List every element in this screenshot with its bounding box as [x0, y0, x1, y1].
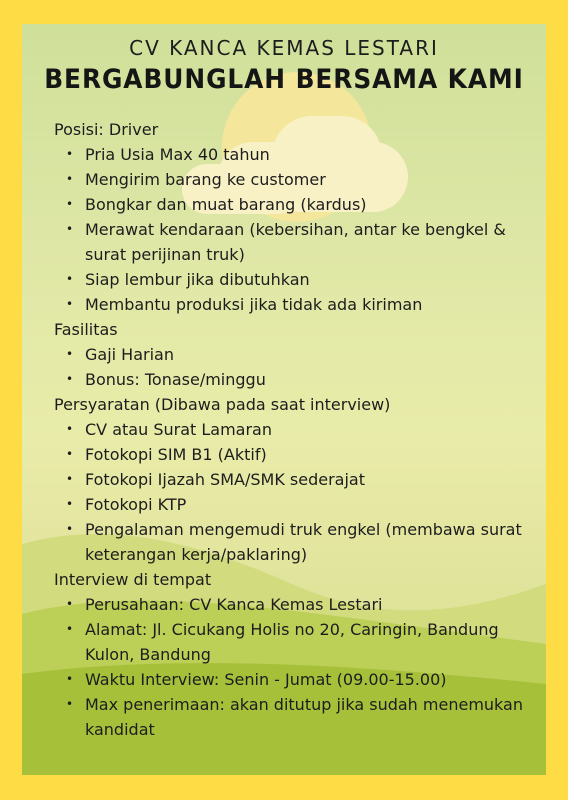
- list-item: • Pengalaman mengemudi truk engkel (membawa surat keterangan kerja/paklaring): [54, 517, 534, 567]
- section-interview: [54, 567, 534, 742]
- interview-list: [54, 592, 534, 742]
- section-title: Fasilitas: [54, 320, 118, 339]
- poster-panel: [22, 24, 546, 775]
- position-list: [54, 142, 534, 317]
- poster-content: [22, 24, 546, 775]
- section-facilities: [54, 317, 534, 392]
- section-title: Persyaratan (Dibawa pada saat interview): [54, 395, 391, 414]
- list-item: • Bonus: Tonase/minggu: [54, 367, 534, 392]
- list-item: • Perusahaan: CV Kanca Kemas Lestari: [54, 592, 534, 617]
- section-title: Interview di tempat: [54, 570, 212, 589]
- list-item: • Merawat kendaraan (kebersihan, antar ke bengkel & surat perijinan truk): [54, 217, 534, 267]
- section-title: Posisi: Driver: [54, 120, 159, 139]
- section-position: [54, 117, 534, 317]
- headline: BERGABUNGLAH BERSAMA KAMI: [44, 64, 524, 95]
- company-name: CV KANCA KEMAS LESTARI: [129, 36, 439, 60]
- list-item: • CV atau Surat Lamaran: [54, 417, 534, 442]
- list-item: • Gaji Harian: [54, 342, 534, 367]
- list-item: • Waktu Interview: Senin - Jumat (09.00-15.00): [54, 667, 534, 692]
- list-item: • Fotokopi Ijazah SMA/SMK sederajat: [54, 467, 534, 492]
- list-item: • Fotokopi KTP: [54, 492, 534, 517]
- list-item: • Fotokopi SIM B1 (Aktif): [54, 442, 534, 467]
- list-item: • Siap lembur jika dibutuhkan: [54, 267, 534, 292]
- list-item: • Max penerimaan: akan ditutup jika sudah menemukan kandidat: [54, 692, 534, 742]
- job-details: [54, 117, 534, 742]
- list-item: • Alamat: Jl. Cicukang Holis no 20, Caringin, Bandung Kulon, Bandung: [54, 617, 534, 667]
- requirements-list: [54, 417, 534, 567]
- list-item: • Mengirim barang ke customer: [54, 167, 534, 192]
- list-item: • Membantu produksi jika tidak ada kiriman: [54, 292, 534, 317]
- facilities-list: [54, 342, 534, 392]
- section-requirements: [54, 392, 534, 567]
- list-item: • Pria Usia Max 40 tahun: [54, 142, 534, 167]
- list-item: • Bongkar dan muat barang (kardus): [54, 192, 534, 217]
